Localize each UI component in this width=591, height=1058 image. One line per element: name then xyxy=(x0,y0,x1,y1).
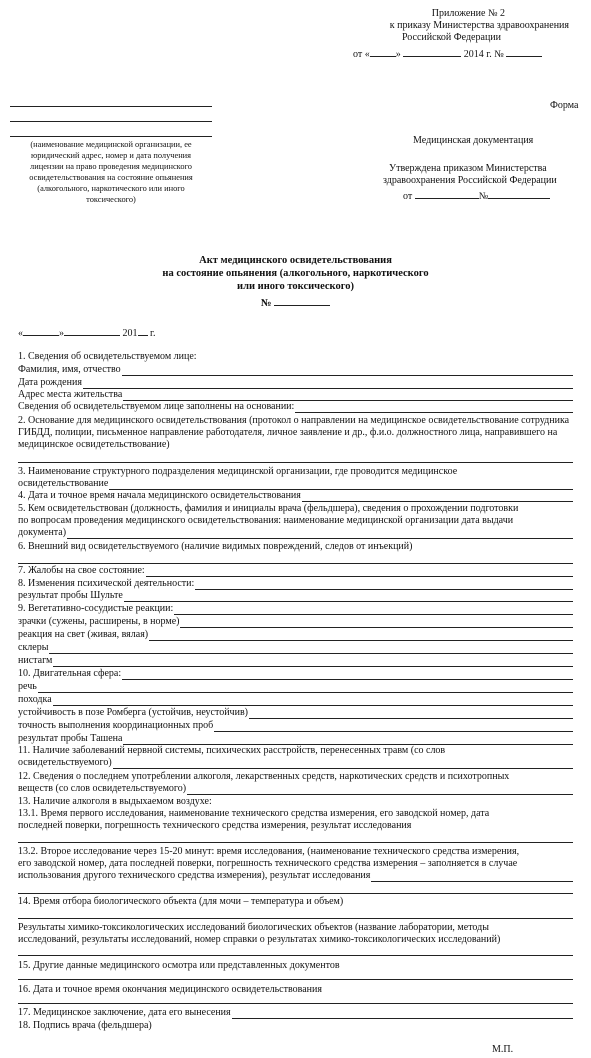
appendix-line-1: Приложение № 2 xyxy=(431,8,505,19)
schulte-field[interactable] xyxy=(18,590,573,602)
act-number-blank[interactable] xyxy=(274,295,330,306)
approved-number-blank[interactable] xyxy=(488,188,550,199)
conclusion-label: 17. Медицинское заключение, дата его вынесения xyxy=(18,1007,231,1018)
vegetative-field[interactable] xyxy=(18,603,573,615)
motor-sphere-field[interactable] xyxy=(18,668,573,680)
section-14-answer-line[interactable] xyxy=(18,918,573,919)
form-label: Форма xyxy=(550,100,579,111)
romberg-label: устойчивость в позе Ромберга (устойчив, неустойчив) xyxy=(18,707,248,718)
section-13-2-label: использования другого технического средства измерения), результат исследования xyxy=(18,870,371,881)
section-5-text-1: 5. Кем освидетельствован (должность, фамилия и инициалы врача (фельдшера), сведения о прохождении подготовки xyxy=(18,503,519,514)
section-2-answer-line[interactable] xyxy=(18,462,573,463)
section-6-answer-line[interactable] xyxy=(18,563,573,564)
appendix-line-3: Российской Федерации xyxy=(401,32,501,43)
approved-date-blank[interactable] xyxy=(415,188,479,199)
org-caption-line: освидетельствования на состояние опьянения xyxy=(29,173,193,182)
speech-field[interactable] xyxy=(18,681,573,693)
conclusion-field[interactable] xyxy=(18,1007,573,1019)
birth-date-field[interactable] xyxy=(18,377,573,389)
info-basis-field[interactable] xyxy=(18,401,573,413)
sclera-label: склеры xyxy=(18,642,49,653)
act-date-year-blank[interactable] xyxy=(138,325,148,336)
speech-label: речь xyxy=(18,681,37,692)
romberg-field[interactable] xyxy=(18,707,573,719)
address-field[interactable] xyxy=(18,389,573,401)
complaints-label: 7. Жалобы на свое состояние: xyxy=(18,565,145,576)
org-name-line-2[interactable] xyxy=(10,121,212,122)
pupils-label: зрачки (сужены, расширены, в норме) xyxy=(18,616,180,627)
section-12-label: веществ (со слов освидетельствуемого) xyxy=(18,783,187,794)
lab-results-answer-line[interactable] xyxy=(18,955,573,956)
coordination-label: точность выполнения координационных проб xyxy=(18,720,214,731)
section-5-label: документа) xyxy=(18,527,67,538)
section-14-text: 14. Время отбора биологического объекта (для мочи – температура и объем) xyxy=(18,896,344,907)
vegetative-label: 9. Вегетативно-сосудистые реакции: xyxy=(18,603,174,614)
stamp-label: М.П. xyxy=(492,1044,514,1055)
approved-line-1: Утверждена приказом Министерства xyxy=(389,163,547,174)
coordination-field[interactable] xyxy=(18,720,573,732)
org-caption-line: лицензии на право проведения медицинского xyxy=(30,162,192,171)
act-date-month-blank[interactable] xyxy=(64,325,120,336)
section-13-2-text-1: 13.2. Второе исследование через 15-20 минут: время исследования, (наименование технического средства измерения, xyxy=(18,846,520,857)
org-caption xyxy=(10,139,212,205)
date-number-blank[interactable] xyxy=(506,46,542,57)
act-date xyxy=(18,325,155,340)
light-reaction-field[interactable] xyxy=(18,629,573,641)
sclera-field[interactable] xyxy=(18,642,573,654)
act-date-day-blank[interactable] xyxy=(23,325,59,336)
section-4-field[interactable] xyxy=(18,490,573,502)
tashen-field[interactable] xyxy=(18,733,573,745)
gait-field[interactable] xyxy=(18,694,573,706)
section-13-1-text-1: 13.1. Время первого исследования, наименование технического средства измерения, его заводской номер, дата xyxy=(18,808,490,819)
act-number xyxy=(0,295,591,310)
mental-changes-label: 8. Изменения психической деятельности: xyxy=(18,578,195,589)
info-basis-label: Сведения об освидетельствуемом лице заполнены на основании: xyxy=(18,401,295,412)
address-label: Адрес места жительства xyxy=(18,389,123,400)
complaints-field[interactable] xyxy=(18,565,573,577)
org-caption-line: (наименование медицинской организации, ее xyxy=(30,140,192,149)
act-date-close: » xyxy=(59,328,64,339)
section-13-2-text-2: его заводской номер, дата последней поверки, погрешность технического средства измерения – заполняется в случае xyxy=(18,858,518,869)
org-caption-line: токсического) xyxy=(86,195,136,204)
approved-num: № xyxy=(478,191,489,202)
fio-field[interactable] xyxy=(18,364,573,376)
act-date-open: « xyxy=(18,328,23,339)
act-title-line-2: на состояние опьянения (алкогольного, наркотического xyxy=(162,268,429,279)
org-caption-line: (алкогольного, наркотического или иного xyxy=(37,184,185,193)
date-year: 2014 г. № xyxy=(463,49,504,60)
section-12-field[interactable] xyxy=(18,783,573,795)
light-reaction-label: реакция на свет (живая, вялая) xyxy=(18,629,149,640)
section-13-1-text-2: последней поверки, погрешность технического средства измерения, результат исследования xyxy=(18,820,412,831)
section-3-field[interactable] xyxy=(18,478,573,490)
act-date-year: 201 xyxy=(122,328,138,339)
section-12-text: 12. Сведения о последнем употреблении алкоголя, лекарственных средств, наркотических средств и психотропных xyxy=(18,771,510,782)
org-name-line-1[interactable] xyxy=(10,106,212,107)
section-13-title: 13. Наличие алкоголя в выдыхаемом воздухе: xyxy=(18,796,212,807)
section-16-text: 16. Дата и точное время окончания медицинского освидетельствования xyxy=(18,984,322,995)
act-number-label: № xyxy=(260,298,272,309)
approved-order xyxy=(403,188,550,203)
section-11-text: 11. Наличие заболеваний нервной системы, психических расстройств, перенесенных травм (со слов xyxy=(18,745,446,756)
act-date-suffix: г. xyxy=(150,328,156,339)
mental-changes-field[interactable] xyxy=(18,578,573,590)
section-2-text: 2. Основание для медицинского освидетельствования (протокол о направлении на медицинское освидетельствование сотрудника ГИБДД, полиции, письменное направление работодателя, личное заявление и др., ф.и.о. должностного лица, направившего на медицинское освидетельствование) xyxy=(18,415,570,450)
medical-documentation-label: Медицинская документация xyxy=(413,135,534,146)
approved-from: от xyxy=(403,191,413,202)
org-caption-line: юридический адрес, номер и дата получения xyxy=(30,151,192,160)
section-15-text: 15. Другие данные медицинского осмотра или представленных документов xyxy=(18,960,340,971)
tashen-label: результат пробы Ташена xyxy=(18,733,123,744)
section-13-2-field[interactable] xyxy=(18,870,573,882)
section-5-text-2: по вопросам проведения медицинского освидетельствования: наименование медицинской организации дата выдачи xyxy=(18,515,514,526)
birth-date-label: Дата рождения xyxy=(18,377,82,388)
nystagmus-label: нистагм xyxy=(18,655,53,666)
section-13-1-answer-line[interactable] xyxy=(18,842,573,843)
appendix-date xyxy=(353,46,542,61)
doctor-signature-label: 18. Подпись врача (фельдшера) xyxy=(18,1020,152,1031)
appendix-line-2: к приказу Министерства здравоохранения xyxy=(389,20,569,31)
schulte-label: результат пробы Шульте xyxy=(18,590,123,601)
section-13-2-answer-line[interactable] xyxy=(18,893,573,894)
motor-sphere-label: 10. Двигательная сфера: xyxy=(18,668,122,679)
date-month-blank[interactable] xyxy=(403,46,461,57)
act-title-line-1: Акт медицинского освидетельствования xyxy=(199,255,392,266)
section-1-title: 1. Сведения об освидетельствуемом лице: xyxy=(18,351,197,362)
section-11-field[interactable] xyxy=(18,757,573,769)
section-3-label: освидетельствование xyxy=(18,478,109,489)
org-name-line-3[interactable] xyxy=(10,136,212,137)
pupils-field[interactable] xyxy=(18,616,573,628)
lab-results-text-2: исследований, результаты исследований, номер справки о результатах химико-токсикологических исследований) xyxy=(18,934,501,945)
section-16-answer-line[interactable] xyxy=(18,1003,573,1004)
section-15-answer-line[interactable] xyxy=(18,979,573,980)
section-6-text: 6. Внешний вид освидетельствуемого (наличие видимых повреждений, следов от инъекций) xyxy=(18,541,413,552)
fio-label: Фамилия, имя, отчество xyxy=(18,364,121,375)
gait-label: походка xyxy=(18,694,52,705)
date-day-blank[interactable] xyxy=(370,46,396,57)
act-title-line-3: или иного токсического) xyxy=(237,281,354,292)
lab-results-text-1: Результаты химико-токсикологических исследований биологических объектов (название лаборатории, методы xyxy=(18,922,489,933)
nystagmus-field[interactable] xyxy=(18,655,573,667)
section-5-field[interactable] xyxy=(18,527,573,539)
date-prefix: от « xyxy=(353,49,370,60)
section-3-text: 3. Наименование структурного подразделения медицинской организации, где проводится медицинское xyxy=(18,466,458,477)
date-mid: » xyxy=(395,49,401,60)
section-4-label: 4. Дата и точное время начала медицинского освидетельствования xyxy=(18,490,301,501)
approved-line-2: здравоохранения Российской Федерации xyxy=(383,175,557,186)
section-11-label: освидетельствуемого) xyxy=(18,757,112,768)
